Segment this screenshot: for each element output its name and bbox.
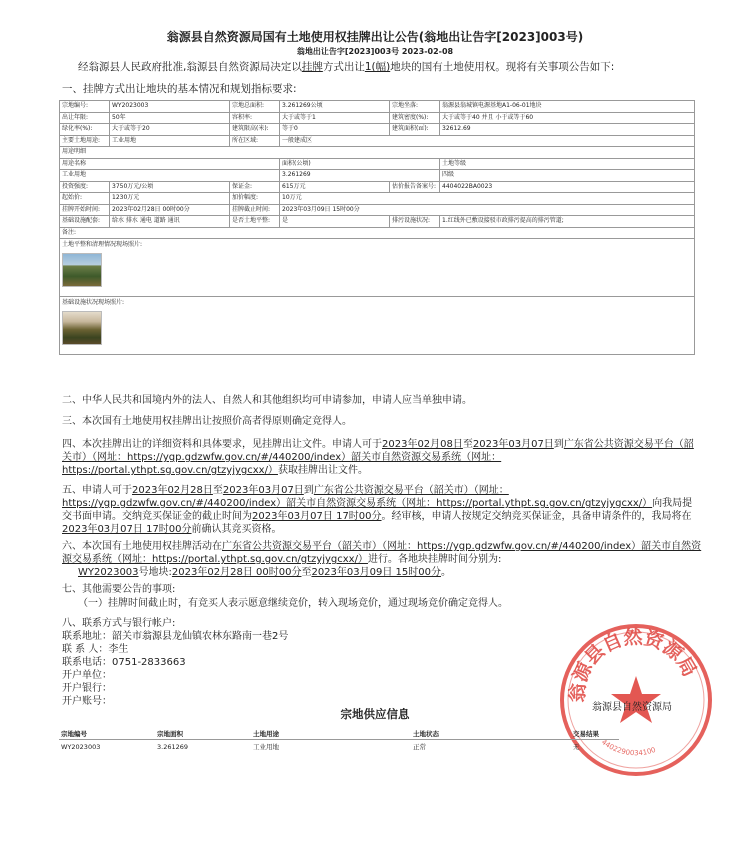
table-cell: 备注: bbox=[60, 227, 695, 239]
value: 李生 bbox=[108, 644, 129, 655]
table-cell: 是 bbox=[280, 216, 390, 228]
text: 前确认其竞买资格。 bbox=[191, 524, 282, 535]
section-5 bbox=[62, 484, 702, 536]
table-cell: 建筑密度(%): bbox=[390, 112, 440, 124]
photo-label: 基础设施状况现场照片: bbox=[62, 299, 125, 306]
text: 。经审核，申请人按规定交纳竞买保证金，具备申请条件的，我局将在 bbox=[381, 511, 692, 522]
table-cell: 排污设施状况: bbox=[390, 216, 440, 228]
table-cell: 大于或等于20 bbox=[110, 124, 230, 136]
table-cell: 投资强度: bbox=[60, 181, 110, 193]
table-cell: 用途明细 bbox=[60, 147, 695, 159]
table-cell: 无 bbox=[573, 743, 580, 751]
bank-account: 开户账号： bbox=[62, 696, 112, 707]
bank-name: 开户银行： bbox=[62, 683, 112, 694]
table-cell: 四级 bbox=[440, 170, 695, 182]
contact-phone bbox=[62, 656, 288, 669]
table-header-row bbox=[59, 728, 619, 740]
table-cell: 1.红线外已敷设接驳市政排污提高的排污管道; bbox=[440, 216, 695, 228]
intro-text-3: 地块的国有土地使用权。现将有关事项公告如下: bbox=[390, 61, 615, 73]
parcel-info-table bbox=[59, 100, 695, 355]
table-cell: 大于或等于40 并且 小于或等于60 bbox=[440, 112, 695, 124]
table-cell: 所在区域: bbox=[230, 135, 280, 147]
column-header: 土地状态 bbox=[411, 728, 571, 740]
table-cell: 宗地坐落: bbox=[390, 101, 440, 113]
table-row bbox=[60, 112, 695, 124]
text: 进行。各地块挂牌时间分别为: bbox=[367, 554, 502, 565]
table-cell: 土地等级 bbox=[440, 158, 695, 170]
text: 至 bbox=[212, 485, 223, 496]
table-cell: 保证金: bbox=[230, 181, 280, 193]
text: 到 bbox=[303, 485, 314, 496]
table-cell: 10万元 bbox=[280, 193, 695, 205]
text: 到 bbox=[553, 439, 564, 450]
table-cell: 估价报告备案号: bbox=[390, 181, 440, 193]
text: 四、本次挂牌出让的详细资料和具体要求，见挂牌出让文件。申请人可于 bbox=[62, 439, 382, 450]
text: 至 bbox=[462, 439, 473, 450]
column-header: 宗地编号 bbox=[59, 728, 155, 740]
table-row bbox=[60, 135, 695, 147]
table-cell: 容积率: bbox=[230, 112, 280, 124]
table-cell: 主要土地用途: bbox=[60, 135, 110, 147]
table-cell: 基础设施配套: bbox=[60, 216, 110, 228]
table-row bbox=[60, 181, 695, 193]
table-row bbox=[60, 158, 695, 170]
table-cell: 挂牌截止时间: bbox=[230, 204, 280, 216]
table-cell: 50年 bbox=[110, 112, 230, 124]
table-cell: 建筑面积(㎡): bbox=[390, 124, 440, 136]
label: 联 系 人： bbox=[62, 644, 109, 655]
bank-unit: 开户单位： bbox=[62, 670, 112, 681]
date: 2023年03月07日 bbox=[472, 439, 554, 450]
text: 五、申请人可于 bbox=[62, 485, 132, 496]
table-row bbox=[60, 147, 695, 159]
date: 2023年02月28日 bbox=[132, 485, 213, 496]
table-cell: 工业用地 bbox=[110, 135, 230, 147]
table-cell: 挂牌开始时间: bbox=[60, 204, 110, 216]
date: 2023年02月08日 bbox=[382, 439, 463, 450]
svg-text:4402290034100: 4402290034100 bbox=[599, 738, 657, 758]
table-cell: 是否土地平整: bbox=[230, 216, 280, 228]
table-cell: 3.261269公顷 bbox=[280, 101, 390, 113]
supply-info-table bbox=[59, 728, 619, 753]
site-photo-cell bbox=[60, 239, 695, 297]
table-cell: 2023年02月28日 00时00分 bbox=[110, 204, 230, 216]
contact-person bbox=[62, 643, 288, 656]
table-cell: 2023年03月09日 15时00分 bbox=[280, 204, 695, 216]
table-cell: 615万元 bbox=[280, 181, 390, 193]
text: 。 bbox=[440, 567, 451, 578]
section-2: 二、中华人民共和国境内外的法人、自然人和其他组织均可申请参加，申请人应当单独申请。 bbox=[62, 395, 472, 406]
section-8-heading: 八、联系方式与银行帐户: bbox=[62, 618, 176, 629]
table-cell: 1230万元 bbox=[110, 193, 230, 205]
section-6 bbox=[62, 540, 702, 579]
table-cell: 32612.69 bbox=[440, 124, 695, 136]
table-cell: 工业用地 bbox=[253, 743, 279, 751]
table-cell: 正常 bbox=[413, 743, 426, 751]
table-row bbox=[60, 101, 695, 113]
date: 2023年03月07日 bbox=[222, 485, 304, 496]
section-7-item-1: （一）挂牌时间截止时，有竞买人表示愿意继续竞价，转入现场竞价，通过现场竞价确定竞得人。 bbox=[78, 598, 508, 609]
text: 六、本次国有土地使用权挂牌活动在 bbox=[62, 541, 222, 552]
table-row bbox=[59, 740, 619, 754]
table-cell: 建筑限高(米): bbox=[230, 124, 280, 136]
column-header: 交易结果 bbox=[571, 728, 619, 740]
text: 获取挂牌出让文件。 bbox=[277, 465, 368, 476]
table-cell: 3750万元/公顷 bbox=[110, 181, 230, 193]
qualification-deadline: 2023年03月07日 17时00分 bbox=[62, 524, 192, 535]
section-7-heading: 七、其他需要公告的事项: bbox=[62, 584, 176, 595]
date: 2023年03月09日 15时00分 bbox=[311, 567, 441, 578]
table-row bbox=[60, 170, 695, 182]
section-1-heading: 一、挂牌方式出让地块的基本情况和规划指标要求: bbox=[62, 83, 297, 95]
page-title: 翁源县自然资源局国有土地使用权挂牌出让公告(翁地出让告字[2023]003号) bbox=[166, 30, 584, 44]
table-cell: 绿化率(%): bbox=[60, 124, 110, 136]
table-cell: 3.261269 bbox=[280, 170, 440, 182]
announcement-subtitle: 翁地出让告字[2023]003号 2023-02-08 bbox=[296, 47, 454, 56]
label: 联系地址： bbox=[62, 631, 112, 642]
table-cell: 翁源县翁城镇电源基地A1-06-01地块 bbox=[440, 101, 695, 113]
value: 0751-2833663 bbox=[112, 657, 186, 668]
intro-text-1: 经翁源县人民政府批准,翁源县自然资源局决定以 bbox=[78, 61, 302, 73]
site-photo-cell bbox=[60, 297, 695, 355]
signing-authority: 翁源县自然资源局 bbox=[592, 702, 672, 713]
table-row bbox=[60, 204, 695, 216]
table-cell: WY2023003 bbox=[110, 101, 230, 113]
table-cell: WY2023003 bbox=[61, 742, 101, 751]
contact-address bbox=[62, 630, 288, 643]
table-cell: 宗地编号: bbox=[60, 101, 110, 113]
table-row bbox=[60, 193, 695, 205]
infrastructure-photo[interactable] bbox=[62, 311, 102, 345]
table-cell: 工业用地 bbox=[60, 170, 280, 182]
intro-paragraph bbox=[78, 59, 614, 74]
trading-platform-link[interactable]: 广东省公共资源交易平台（韶关市）（网址：https://ygp.gdzwfw.gov.cn/#/440200/index）韶关市自然资源交易系统（网址：https://portal.ythpt.sg.gov.cn/gtzyjygcxx/） bbox=[62, 485, 653, 509]
table-row bbox=[60, 227, 695, 239]
table-cell: 大于或等于1 bbox=[280, 112, 390, 124]
photo-label: 土地平整和清理情况现场照片: bbox=[62, 241, 143, 248]
table-row bbox=[60, 239, 695, 297]
transfer-method: 挂牌 bbox=[301, 61, 323, 73]
parcel-count: 1(幅) bbox=[364, 61, 391, 73]
table-cell: 宗地总面积: bbox=[230, 101, 280, 113]
text: 向我局提交书面申请。交纳竞买保证金的截止时间为 bbox=[62, 498, 693, 522]
table-cell: 出让年限: bbox=[60, 112, 110, 124]
table-cell: 给水 排水 通电 道路 通讯 bbox=[110, 216, 230, 228]
svg-text:翁源县自然资源局: 翁源县自然资源局 bbox=[566, 626, 701, 703]
table-cell: 用途名称 bbox=[60, 158, 280, 170]
intro-text-2: 方式出让 bbox=[322, 61, 365, 73]
table-cell: 4404022BA0023 bbox=[440, 181, 695, 193]
table-cell: 等于0 bbox=[280, 124, 390, 136]
column-header: 宗地面积 bbox=[155, 728, 251, 740]
table-cell: 一般建成区 bbox=[280, 135, 695, 147]
contact-block bbox=[62, 630, 288, 708]
section-3: 三、本次国有土地使用权挂牌出让按照价高者得原则确定竞得人。 bbox=[62, 416, 352, 427]
table-row bbox=[60, 297, 695, 355]
table-cell: 面积(公顷) bbox=[280, 158, 440, 170]
table-row bbox=[60, 124, 695, 136]
parcel-code: WY2023003 bbox=[78, 567, 139, 578]
column-header: 土地用途 bbox=[251, 728, 411, 740]
land-leveling-photo[interactable] bbox=[62, 253, 102, 287]
date: 2023年02月28日 00时00分 bbox=[171, 567, 302, 578]
text: 至 bbox=[301, 567, 312, 578]
supply-info-title: 宗地供应信息 bbox=[340, 707, 410, 721]
trading-platform-link[interactable]: 广东省公共资源交易平台（韶关市）（网址：https://ygp.gdzwfw.gov.cn/#/440200/index）韶关市自然资源交易系统（网址：https://portal.ythpt.sg.gov.cn/gtzyjygcxx/） bbox=[62, 439, 694, 476]
table-cell: 加价幅度: bbox=[230, 193, 280, 205]
table-cell: 3.261269 bbox=[157, 742, 189, 751]
table-row bbox=[60, 216, 695, 228]
deposit-deadline: 2023年03月07日 17时00分 bbox=[252, 511, 382, 522]
table-cell: 起始价: bbox=[60, 193, 110, 205]
trading-platform-link[interactable]: 广东省公共资源交易平台（韶关市）（网址：https://ygp.gdzwfw.gov.cn/#/440200/index）韶关市自然资源交易系统（网址：https://portal.ythpt.sg.gov.cn/gtzyjygcxx/） bbox=[62, 541, 702, 565]
text: 号地块: bbox=[138, 567, 172, 578]
section-4 bbox=[62, 438, 702, 477]
value: 韶关市翁源县龙仙镇农林东路南一巷2号 bbox=[112, 631, 289, 642]
label: 联系电话： bbox=[62, 657, 112, 668]
